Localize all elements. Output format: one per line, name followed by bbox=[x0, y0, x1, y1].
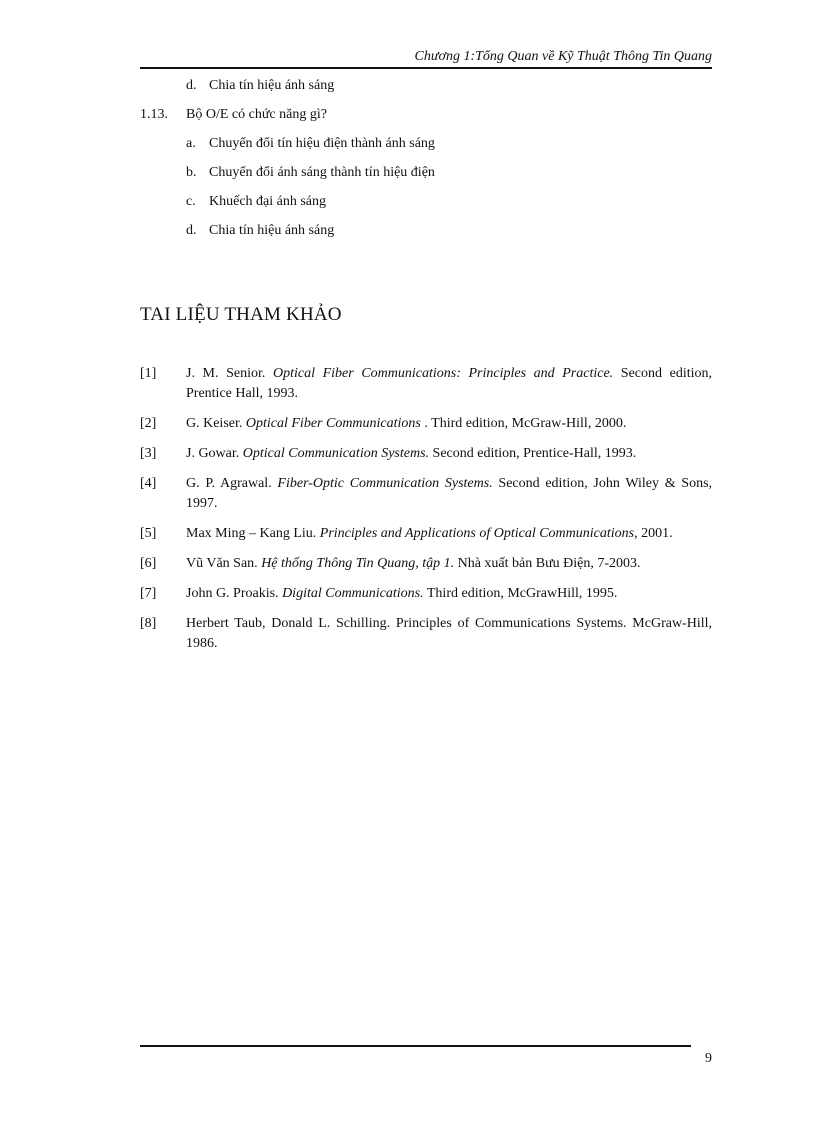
reference-item bbox=[140, 524, 712, 544]
reference-author: John G. Proakis. bbox=[186, 586, 279, 601]
page-header-title: Chương 1:Tổng Quan về Kỹ Thuật Thông Tin Quang bbox=[414, 49, 712, 64]
reference-details: Second edition, Prentice-Hall, 1993. bbox=[432, 446, 637, 461]
reference-item bbox=[140, 614, 712, 654]
footer-divider bbox=[140, 1045, 691, 1047]
reference-text bbox=[186, 584, 712, 604]
reference-title: Optical Fiber Communications bbox=[245, 416, 421, 431]
reference-number: [3] bbox=[140, 446, 157, 461]
question-option-d bbox=[186, 223, 334, 239]
option-text: Chia tín hiệu ánh sáng bbox=[209, 223, 335, 238]
option-text: Chuyển đổi ánh sáng thành tín hiệu điện bbox=[209, 165, 435, 180]
reference-details: , 2001. bbox=[634, 526, 673, 541]
reference-title: Digital Communications. bbox=[282, 586, 424, 601]
question-option-b bbox=[186, 165, 435, 181]
option-letter: d. bbox=[186, 223, 197, 238]
reference-author: G. Keiser. bbox=[186, 416, 243, 431]
question-option-a bbox=[186, 136, 435, 152]
reference-number: [1] bbox=[140, 366, 157, 381]
reference-author: Herbert Taub, Donald L. Schilling. Principles of Communications Systems. McGraw-Hill, 1986. bbox=[186, 616, 712, 651]
reference-details: Second edition, Prentice Hall, 1993. bbox=[186, 366, 712, 401]
reference-item bbox=[140, 364, 712, 404]
option-letter: b. bbox=[186, 165, 197, 180]
reference-details: Second edition, John Wiley & Sons, 1997. bbox=[186, 476, 713, 511]
reference-number: [2] bbox=[140, 416, 157, 431]
page-number: 9 bbox=[705, 1051, 712, 1066]
reference-title: Principles and Applications of Optical Communications bbox=[319, 526, 635, 541]
reference-author: Max Ming – Kang Liu. bbox=[186, 526, 317, 541]
reference-item bbox=[140, 444, 712, 464]
option-letter: c. bbox=[186, 194, 196, 209]
reference-details: Nhà xuất bản Bưu Điện, 7-2003. bbox=[457, 556, 641, 571]
reference-text bbox=[186, 554, 712, 574]
option-text: Chia tín hiệu ánh sáng bbox=[209, 78, 335, 93]
reference-text bbox=[186, 474, 712, 514]
option-letter: d. bbox=[186, 78, 197, 93]
question-number: 1.13. bbox=[140, 107, 168, 122]
option-text: Khuếch đại ánh sáng bbox=[209, 194, 327, 209]
reference-title: Optical Fiber Communications: Principles and Practice. bbox=[273, 366, 614, 381]
option-text: Chuyển đổi tín hiệu điện thành ánh sáng bbox=[209, 136, 435, 151]
question-option-c bbox=[186, 194, 326, 210]
reference-text bbox=[186, 524, 712, 544]
reference-author: G. P. Agrawal. bbox=[186, 476, 272, 491]
reference-details: Third edition, McGrawHill, 1995. bbox=[426, 586, 618, 601]
reference-item bbox=[140, 554, 712, 574]
reference-details: . Third edition, McGraw-Hill, 2000. bbox=[424, 416, 627, 431]
reference-number: [5] bbox=[140, 526, 157, 541]
question-text: Bộ O/E có chức năng gì? bbox=[186, 107, 327, 122]
reference-author: J. Gowar. bbox=[186, 446, 240, 461]
reference-number: [8] bbox=[140, 616, 157, 631]
reference-title: Fiber-Optic Communication Systems. bbox=[277, 476, 493, 491]
reference-text bbox=[186, 444, 712, 464]
reference-item bbox=[140, 474, 712, 514]
reference-title: Optical Communication Systems. bbox=[242, 446, 430, 461]
reference-title: Hệ thống Thông Tin Quang, tập 1. bbox=[261, 556, 455, 571]
reference-author: Vũ Văn San. bbox=[186, 556, 258, 571]
reference-list bbox=[140, 364, 712, 664]
reference-text bbox=[186, 414, 712, 434]
header-divider bbox=[140, 67, 712, 69]
question-1-13 bbox=[140, 107, 327, 123]
reference-number: [6] bbox=[140, 556, 157, 571]
reference-number: [7] bbox=[140, 586, 157, 601]
prev-question-option-d bbox=[186, 78, 334, 94]
reference-number: [4] bbox=[140, 476, 157, 491]
option-letter: a. bbox=[186, 136, 196, 151]
reference-text bbox=[186, 364, 712, 404]
reference-text bbox=[186, 614, 712, 654]
reference-item bbox=[140, 414, 712, 434]
references-heading: TAI LIỆU THAM KHẢO bbox=[140, 304, 342, 325]
reference-author: J. M. Senior. bbox=[186, 366, 266, 381]
reference-item bbox=[140, 584, 712, 604]
